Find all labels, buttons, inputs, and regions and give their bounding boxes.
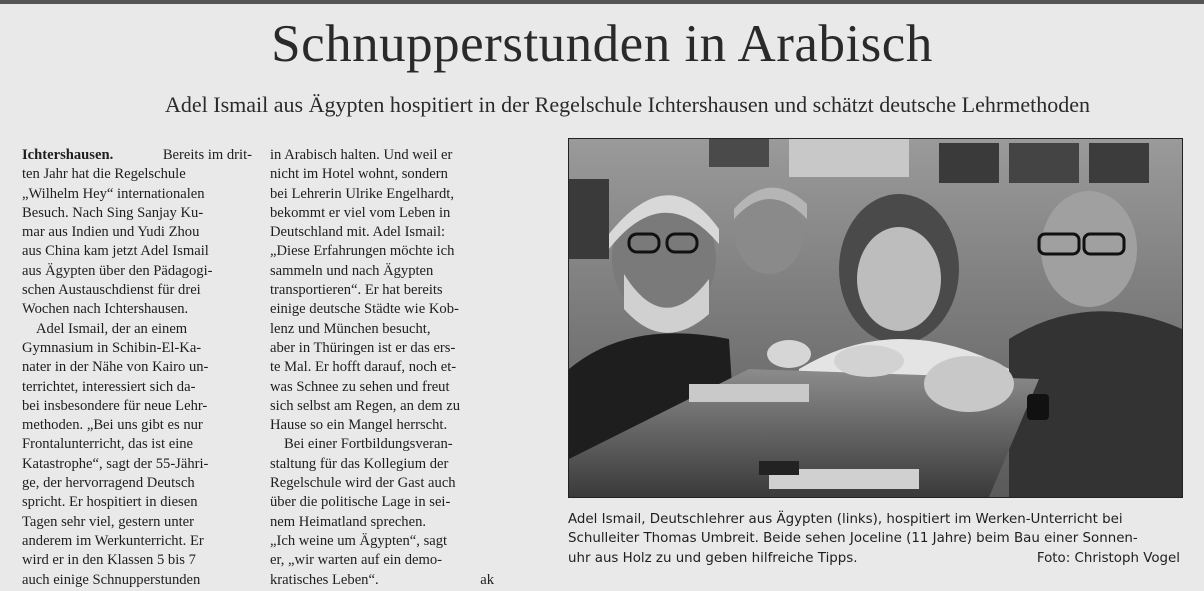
top-rule [0, 0, 1204, 4]
column-1-line: Frontalunterricht, das ist eine [22, 436, 194, 453]
column-1-line: Tagen sehr viel, gestern unter [22, 513, 195, 530]
article-column-1 [22, 146, 252, 590]
column-1-line: ge, der hervorragend Deutsch [22, 475, 195, 492]
classroom-photo-illustration [569, 139, 1182, 497]
column-1-line: aus China kam jetzt Adel Ismail [22, 243, 209, 260]
column-1-line: wird er in den Klassen 5 bis 7 [22, 552, 196, 569]
caption-line-2: Schulleiter Thomas Umbreit. Beide sehen Joceline (11 Jahre) beim Bau einer Sonnen- [568, 531, 1138, 547]
column-1-line: Adel Ismail, der an einem [36, 320, 188, 337]
column-2-line: nem Heimatland sprechen. [270, 513, 427, 530]
column-2-line: Deutschland mit. Adel Ismail: [270, 224, 446, 241]
column-2-line: bekommt er viel vom Leben in [270, 204, 451, 221]
column-2-line: te Mal. Er hofft darauf, noch et- [270, 359, 457, 376]
article-photo [568, 138, 1183, 498]
photo-caption [568, 510, 1188, 568]
column-2-line: lenz und München besucht, [270, 320, 431, 337]
column-2-line: „Diese Erfahrungen möchte ich [270, 243, 455, 260]
photo-credit: Foto: Christoph Vogel [1036, 550, 1180, 566]
column-2-line [270, 571, 498, 590]
column-2-line: einige deutsche Städte wie Kob- [270, 301, 459, 318]
author-initials: ak [480, 571, 494, 588]
column-2-line: über die politische Lage in sei- [270, 494, 451, 511]
column-2-last-line-text: kratisches Leben“. [270, 571, 379, 588]
column-2-line: was Schnee zu sehen und freut [270, 378, 450, 395]
column-2-line: staltung für das Kollegium der [270, 455, 449, 472]
column-1-line: nater in der Nähe von Kairo un- [22, 359, 209, 376]
caption-line-1: Adel Ismail, Deutschlehrer aus Ägypten (links), hospitiert im Werken-Unterricht bei [568, 512, 1123, 527]
caption-line-3: uhr aus Holz zu und geben hilfreiche Tipps. [568, 550, 858, 566]
column-2-line: „Ich weine um Ägypten“, sagt [270, 532, 448, 549]
caption-line-3-row [568, 549, 1180, 568]
column-2-line: er, „wir warten auf ein demo- [270, 552, 443, 569]
column-1-first-line-text: Bereits im drit- [162, 147, 252, 163]
column-1-line: bei insbesondere für neue Lehr- [22, 397, 208, 414]
column-2-line: Bei einer Fortbildungsveran- [284, 436, 453, 453]
column-2-line: in Arabisch halten. Und weil er [270, 147, 453, 163]
column-1-line: Katastrophe“, sagt der 55-Jähri- [22, 455, 209, 472]
column-2-line: bei Lehrerin Ulrike Engelhardt, [270, 185, 454, 202]
column-1-line: terrichtet, interessiert sich da- [22, 378, 196, 395]
column-2-line: sich selbst am Regen, an dem zu [270, 397, 461, 414]
column-1-line: mar aus Indien und Yudi Zhou [22, 224, 200, 241]
column-1-line: spricht. Er hospitiert in diesen [22, 494, 198, 511]
column-1-line: schen Austauschdienst für drei [22, 282, 201, 299]
column-1-first-line [22, 146, 252, 165]
column-2-line: nicht im Hotel wohnt, sondern [270, 166, 448, 183]
column-1-line: „Wilhelm Hey“ internationalen [22, 185, 205, 202]
column-1-line: Besuch. Nach Sing Sanjay Ku- [22, 204, 204, 221]
column-1-line: methoden. „Bei uns gibt es nur [22, 417, 203, 434]
headline: Schnupperstunden in Arabisch [271, 15, 933, 73]
column-2-line: aber in Thüringen ist er das ers- [270, 339, 456, 356]
column-2-line: Regelschule wird der Gast auch [270, 475, 456, 492]
article-column-2 [270, 146, 498, 590]
dateline: Ichtershausen. [22, 147, 114, 163]
column-1-line: Gymnasium in Schibin-El-Ka- [22, 339, 202, 356]
column-1-line: Wochen nach Ichtershausen. [22, 301, 189, 318]
column-1-line: ten Jahr hat die Regelschule [22, 166, 186, 183]
column-1-line: anderem im Werkunterricht. Er [22, 532, 204, 549]
column-2-line: transportieren“. Er hat bereits [270, 282, 443, 299]
column-1-line: aus Ägypten über den Pädagogi- [22, 262, 213, 279]
column-1-line: auch einige Schnupperstunden [22, 571, 201, 588]
column-2-line: Hause so ein Mangel herrscht. [270, 417, 448, 434]
subheadline: Adel Ismail aus Ägypten hospitiert in der Regelschule Ichtershausen und schätzt deutsche Lehrmethoden [165, 92, 1090, 117]
column-2-line: sammeln und nach Ägypten [270, 262, 434, 279]
